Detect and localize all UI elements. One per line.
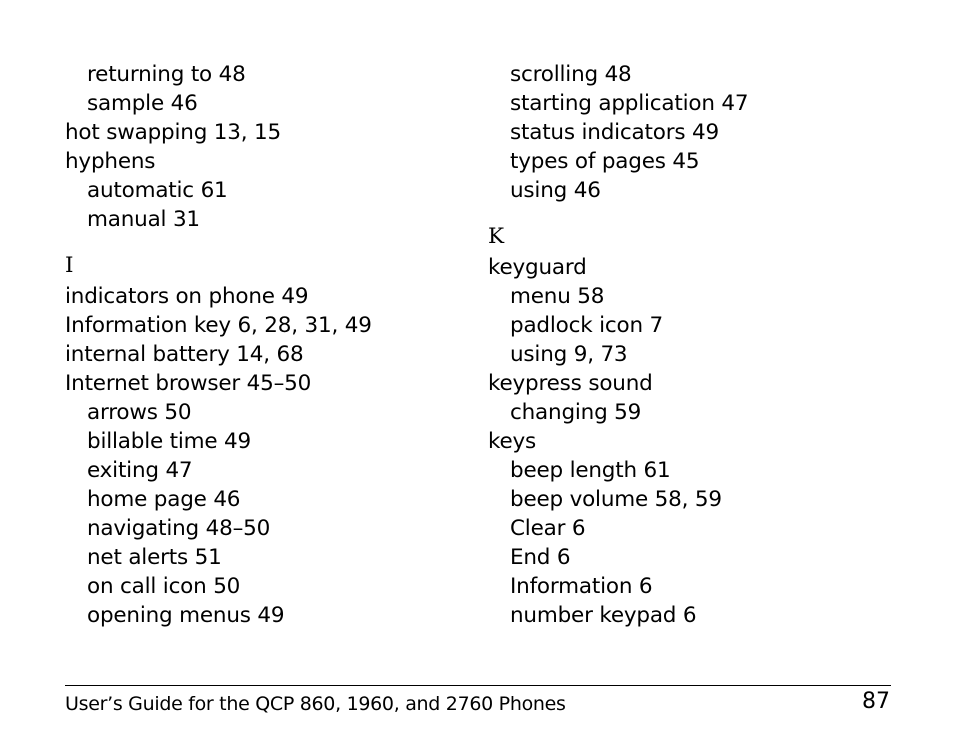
index-subentry: Information 6 — [510, 574, 653, 599]
index-column-left — [65, 60, 465, 630]
index-subentry: types of pages 45 — [510, 149, 700, 174]
footer-title: User’s Guide for the QCP 860, 1960, and 2760 Phones — [65, 693, 566, 715]
section-letter: I — [65, 253, 74, 278]
index-subentry: menu 58 — [510, 284, 605, 309]
index-entry: internal battery 14, 68 — [65, 342, 304, 367]
index-subentry: sample 46 — [87, 91, 198, 116]
index-entry: keyguard — [488, 255, 587, 280]
index-subentry: Clear 6 — [510, 516, 586, 541]
index-entry: Internet browser 45–50 — [65, 371, 312, 396]
index-subentry: beep length 61 — [510, 458, 671, 483]
index-subentry: status indicators 49 — [510, 120, 719, 145]
index-subentry: using 9, 73 — [510, 342, 628, 367]
footer-divider — [65, 685, 891, 686]
index-subentry: padlock icon 7 — [510, 313, 663, 338]
index-subentry: manual 31 — [87, 207, 200, 232]
index-subentry: on call icon 50 — [87, 574, 241, 599]
index-entry: hot swapping 13, 15 — [65, 120, 281, 145]
index-subentry: net alerts 51 — [87, 545, 222, 570]
index-entry: keys — [488, 429, 537, 454]
index-subentry: changing 59 — [510, 400, 642, 425]
index-entry: keypress sound — [488, 371, 653, 396]
page-number: 87 — [862, 689, 890, 714]
index-subentry: navigating 48–50 — [87, 516, 271, 541]
index-subentry: scrolling 48 — [510, 62, 632, 87]
index-subentry: starting application 47 — [510, 91, 749, 116]
index-subentry: arrows 50 — [87, 400, 192, 425]
index-entry: Information key 6, 28, 31, 49 — [65, 313, 372, 338]
index-column-right — [488, 60, 908, 630]
index-subentry: opening menus 49 — [87, 603, 285, 628]
index-subentry: beep volume 58, 59 — [510, 487, 722, 512]
index-subentry: End 6 — [510, 545, 571, 570]
index-subentry: number keypad 6 — [510, 603, 697, 628]
index-subentry: using 46 — [510, 178, 601, 203]
index-subentry: returning to 48 — [87, 62, 246, 87]
index-subentry: billable time 49 — [87, 429, 251, 454]
index-entry: hyphens — [65, 149, 156, 174]
section-letter: K — [488, 224, 504, 249]
index-subentry: home page 46 — [87, 487, 241, 512]
index-subentry: exiting 47 — [87, 458, 193, 483]
index-subentry: automatic 61 — [87, 178, 228, 203]
index-entry: indicators on phone 49 — [65, 284, 309, 309]
